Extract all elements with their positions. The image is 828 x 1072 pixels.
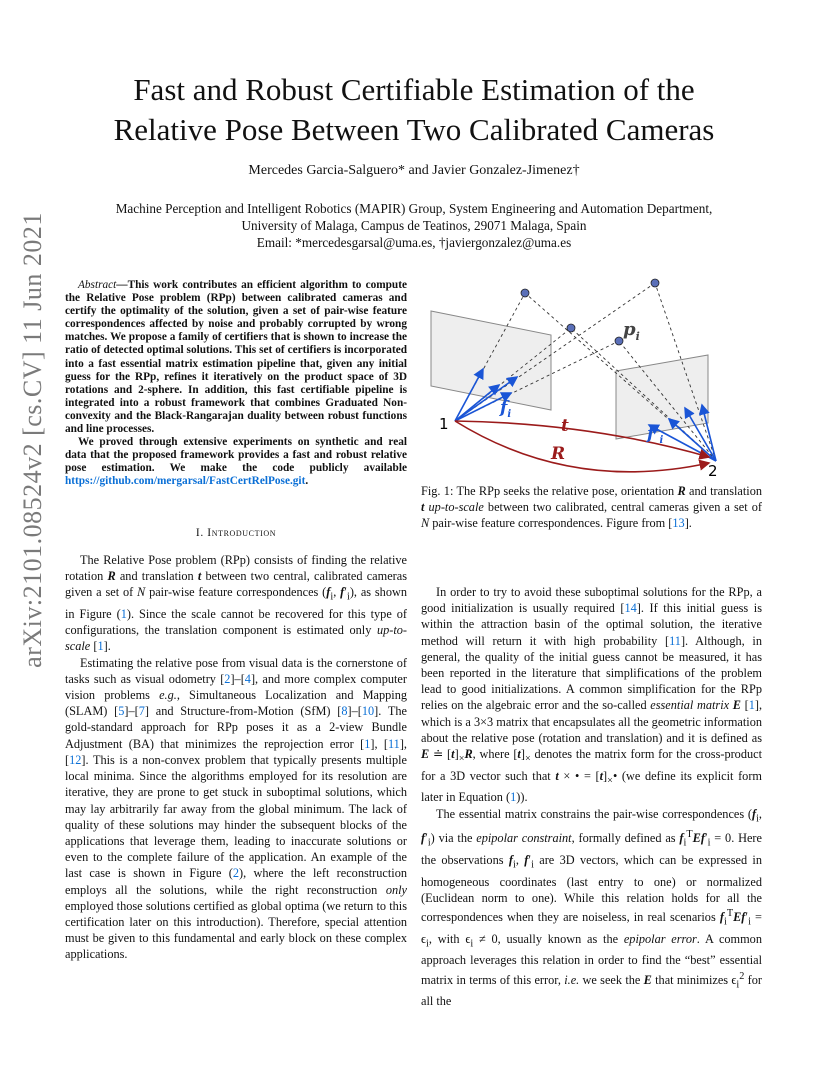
affiliation-line-1: Machine Perception and Intelligent Robotics (MAPIR) Group, System Engineering and Automation Department, <box>115 201 713 216</box>
world-point <box>651 279 659 287</box>
point-label: $p_i$ <box>623 319 640 343</box>
authors: Mercedes Garcia-Salguero* and Javier Gonzalez-Jimenez† <box>248 163 580 178</box>
intro-right-column <box>421 584 762 1010</box>
abstract <box>65 279 407 489</box>
arxiv-identifier: arXiv:2101.08524v2 [cs.CV] 11 Jun 2021 <box>18 212 47 668</box>
abstract-label: Abstract <box>78 279 117 291</box>
abstract-text-2: We proved through extensive experiments on synthetic and real data that the proposed framework provides a fast and robust relative pose estimation. We make the code publicly available <box>65 436 407 475</box>
affiliation-line-3: Email: *mercedesgarsal@uma.es, †javiergonzalez@uma.es <box>256 235 572 250</box>
translation-label: t <box>561 416 569 436</box>
title-line-1: Fast and Robust Certifiable Estimation of the <box>133 72 695 107</box>
abstract-paragraph-1 <box>65 279 407 436</box>
intro-paragraph-3: In order to try to avoid these suboptimal solutions for the RPp, a good initialization is usually required [14]. If this initial guess is within the attraction basin of the optimal solution, the iterative method will return it with high probability [11]. Although, in general, the quality of the initial guess cannot be measured, it has been reported in the literature that simplifications of the problem lead to good initializations. A common simplification for the RPp relies on the algebraic error and the so-called essential matrix E [1], which is a 3×3 matrix that encapsulates all the geometric information about the relative pose (rotation and translation) and it is defined as E ≐ $[t]_\times R$, where $[t]_\times$ denotes the matrix form for the cross-product for a 3D vector such that t × • = $[t]_\times•$ (we define its explicit form later in Equation (1)). <box>421 585 763 805</box>
paper-title <box>0 70 828 150</box>
intro-paragraph-1: The Relative Pose problem (RPp) consists of finding the relative rotation R and translation t between two central, calibrated cameras given a set of N pair-wise feature correspondences ($f_i$, $f'_i$), as shown in Figure (1). Since the scale cannot be recovered for this type of configurations, the translation component is estimated only up-to-scale [1]. <box>65 553 408 654</box>
figure-caption: Fig. 1: The RPp seeks the relative pose, orientation R and translation t up-to-scale between two calibrated, central cameras given a set of N pair-wise feature correspondences. Figure from [13]. <box>421 484 762 531</box>
camera-2-label: 2 <box>708 462 718 480</box>
code-link[interactable]: https://github.com/mergarsal/FastCertRelPose.git <box>65 475 306 488</box>
abstract-paragraph-2: We proved through extensive experiments on synthetic and real data that the proposed framework provides a fast and robust relative pose estimation. We make the code publicly available https://github.com/mergarsal/FastCertRelPose.git. <box>65 436 407 488</box>
world-point <box>521 289 529 297</box>
relative-pose-figure <box>421 273 766 485</box>
point-pi <box>567 324 575 332</box>
intro-paragraph-2: Estimating the relative pose from visual data is the cornerstone of tasks such as visual odometry [2]–[4], and more complex computer vision problems e.g., Simultaneous Localization and Mapping (SLAM) [5]–[7] and Structure-from-Motion (SfM) [8]–[10]. The gold-standard approach for RPp poses it as a 2-view Bundle Adjustment (BA) that minimizes the reprojection error [1], [11], [12]. This is a non-convex problem that typically presents multiple local minima. Since the algorithms employed for its resolution are iterative, they are prone to get stuck in suboptimal solutions, which may lay arbitrarily far away from the global minimum. The lack of quality of these solutions may hinder the subsequent blocks of the applications that leverage them, leading to inaccurate solutions or even to the complete failure of the application. An example of the last case is shown in Figure (2), where the left reconstruction employs all the solutions, while the right reconstruction only employed those solutions certified as global optima (we return to this certification later on this introduction). Therefore, special attention must be given to this fundamental and early block on these complex applications. <box>65 655 408 962</box>
world-point <box>615 337 623 345</box>
affiliation-line-2: University of Malaga, Campus de Teatinos, 29071 Malaga, Spain <box>241 218 587 233</box>
intro-left-column <box>65 552 407 963</box>
abstract-text-1: —This work contributes an efficient algorithm to compute the Relative Pose problem (RPp) between calibrated cameras and certify the optimality of the solution, given a set of pair-wise feature correspondences affected by noise and probably corrupted by wrong matches. We propose a family of certifiers that is shown to increase the ratio of detected optimal solutions. This set of certifiers is incorporated into a fast essential matrix estimation pipeline that, given any initial guess for the RPp, refines it iteratively on the product space of 3D rotations and 2-sphere. In addition, this fast certifiable pipeline is integrated into a robust framework that combines Graduated Non-convexity and the Black-Rangarajan duality between robust functions and line processes. <box>65 279 407 436</box>
feature-label-camera-2: $f'_i$ <box>647 424 664 446</box>
feature-label-camera-1: $f_i$ <box>500 398 512 420</box>
intro-paragraph-4: The essential matrix constrains the pair-wise correspondences ($f_i$, $f'_i$) via the epipolar constraint, formally defined as $f_i^TEf'_i = 0$. Here the observations $f_i$, $f'_i$ are 3D vectors, which can be expressed in homogeneous coordinates (last entry to one) or normalized (Euclidean norm to one). While this relation holds for all the correspondences when they are noiseless, in real scenarios $f_i^TEf'_i = \epsilon_i$, with $\epsilon_i \ne 0$, usually known as the epipolar error. A common approach leverages this relation in order to find the “best” essential matrix in terms of this error, i.e. we seek the E that minimizes $\epsilon_i^2$ for all the <box>421 806 762 1009</box>
title-line-2: Relative Pose Between Two Calibrated Cameras <box>113 112 715 147</box>
section-heading: I. Introduction <box>195 527 277 539</box>
affiliation <box>0 200 828 251</box>
camera-1-label: 1 <box>439 415 449 433</box>
rotation-label: R <box>551 444 566 464</box>
